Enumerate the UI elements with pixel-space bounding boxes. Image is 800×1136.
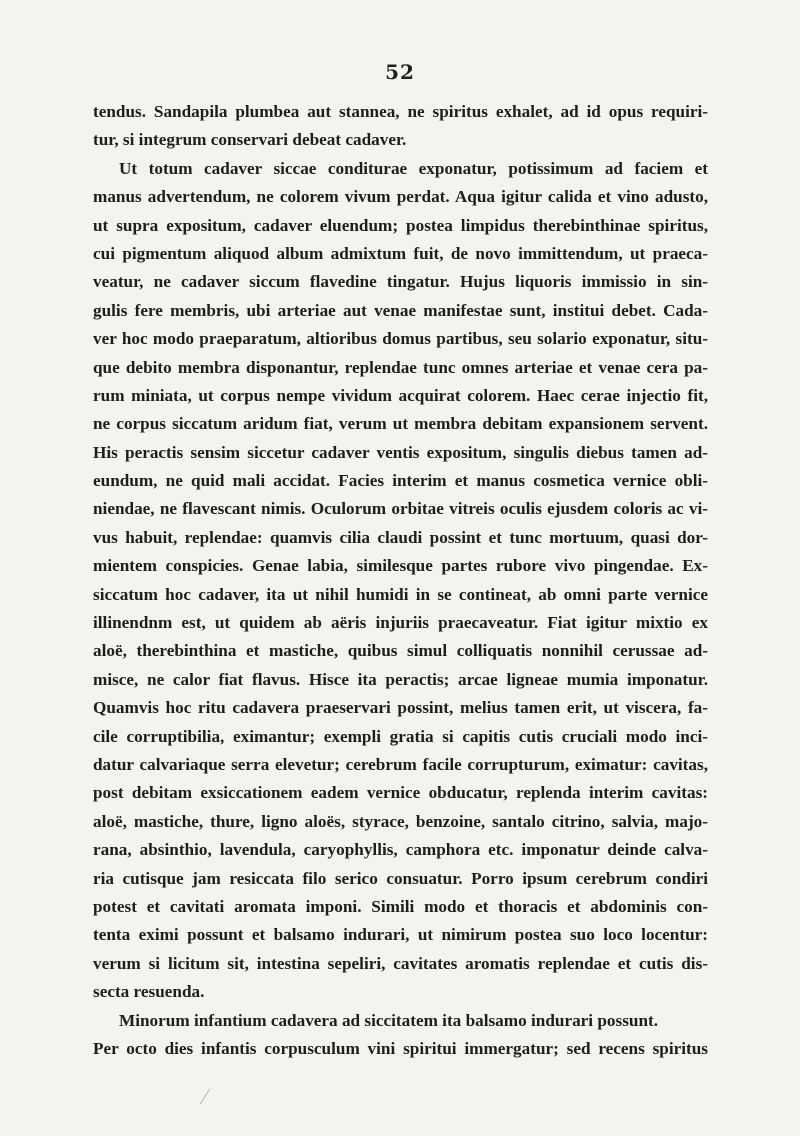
text-line: ver hoc modo praeparatum, altioribus domus partibus, seu solario exponatur, situ- xyxy=(93,329,708,349)
text-line: illinendnm est, ut quidem ab aëris injuriis praecaveatur. Fiat igitur mixtio ex xyxy=(93,613,708,633)
text-line: manus advertendum, ne colorem vivum perdat. Aqua igitur calida et vino adusto, xyxy=(93,187,708,207)
text-line: niendae, ne flavescant nimis. Oculorum orbitae vitreis oculis ejusdem coloris ac vi- xyxy=(93,499,708,519)
text-line: misce, ne calor fiat flavus. Hisce ita peractis; arcae ligneae mumia imponatur. xyxy=(93,669,708,689)
text-line: ne corpus siccatum aridum fiat, verum ut membra debitam expansionem servent. xyxy=(93,414,708,434)
text-line: mientem conspicies. Genae labia, similesque partes rubore vivo pingendae. Ex- xyxy=(93,556,708,576)
text-line: Minorum infantium cadavera ad siccitatem ita balsamo indurari possunt. xyxy=(119,1010,659,1030)
text-line: Per octo dies infantis corpusculum vini spiritui immergatur; sed recens spiritus xyxy=(93,1038,708,1058)
body-text xyxy=(93,98,708,1063)
text-line: rana, absinthio, lavendula, caryophyllis, camphora etc. imponatur deinde calva- xyxy=(93,840,708,860)
text-line: secta resuenda. xyxy=(93,982,205,1002)
text-line: Quamvis hoc ritu cadavera praeservari possint, melius tamen erit, ut viscera, fa- xyxy=(93,698,708,718)
text-line: datur calvariaque serra elevetur; cerebrum facile corrupturum, eximatur: cavitas, xyxy=(93,754,708,774)
text-line: His peractis sensim siccetur cadaver ventis expositum, singulis diebus tamen ad- xyxy=(93,442,708,462)
page-number: 52 xyxy=(385,60,415,84)
text-line: veatur, ne cadaver siccum flavedine tingatur. Hujus liquoris immissio in sin- xyxy=(93,272,708,292)
text-line: tendus. Sandapila plumbea aut stannea, ne spiritus exhalet, ad id opus requiri- xyxy=(93,102,708,121)
text-line: eundum, ne quid mali accidat. Facies interim et manus cosmetica vernice obli- xyxy=(93,471,708,491)
text-line: ria cutisque jam resiccata filo serico consuatur. Porro ipsum cerebrum condiri xyxy=(93,868,708,888)
text-line: tur, si integrum conservari debeat cadaver. xyxy=(93,130,407,150)
text-line: aloë, therebinthina et mastiche, quibus simul colliquatis nonnihil cerussae ad- xyxy=(93,641,708,661)
text-line: aloë, mastiche, thure, ligno aloës, styrace, benzoine, santalo citrino, salvia, majo- xyxy=(93,811,708,831)
text-line: tenta eximi possunt et balsamo indurari, ut nimirum postea suo loco locentur: xyxy=(93,925,708,945)
text-line: verum si licitum sit, intestina sepeliri, cavitates aromatis replendae et cutis dis- xyxy=(93,953,708,973)
text-line: rum miniata, ut corpus nempe vividum acquirat colorem. Haec cerae injectio fit, xyxy=(93,385,708,405)
text-line: cile corruptibilia, eximantur; exempli gratia si capitis cutis cruciali modo inci- xyxy=(93,726,708,746)
text-line: potest et cavitati aromata imponi. Simili modo et thoracis et abdominis con- xyxy=(93,896,708,916)
text-line: cui pigmentum aliquod album admixtum fuit, de novo immittendum, ut praeca- xyxy=(93,243,708,263)
text-line: ut supra expositum, cadaver eluendum; postea limpidus therebinthinae spiritus, xyxy=(93,215,708,235)
text-line: vus habuit, replendae: quamvis cilia claudi possint et tunc mortuum, quasi dor- xyxy=(93,527,708,547)
text-line: gulis fere membris, ubi arteriae aut venae manifestae sunt, institui debet. Cada- xyxy=(93,300,708,320)
pencil-mark xyxy=(200,1089,210,1105)
text-line: siccatum hoc cadaver, ita ut nihil humidi in se contineat, ab omni parte vernice xyxy=(93,584,708,604)
text-line: post debitam exsiccationem eadem vernice obducatur, replenda interim cavitas: xyxy=(93,783,708,803)
text-line: Ut totum cadaver siccae conditurae exponatur, potissimum ad faciem et xyxy=(119,158,708,178)
text-line: que debito membra disponantur, replendae tunc omnes arteriae et venae cera pa- xyxy=(93,357,708,377)
